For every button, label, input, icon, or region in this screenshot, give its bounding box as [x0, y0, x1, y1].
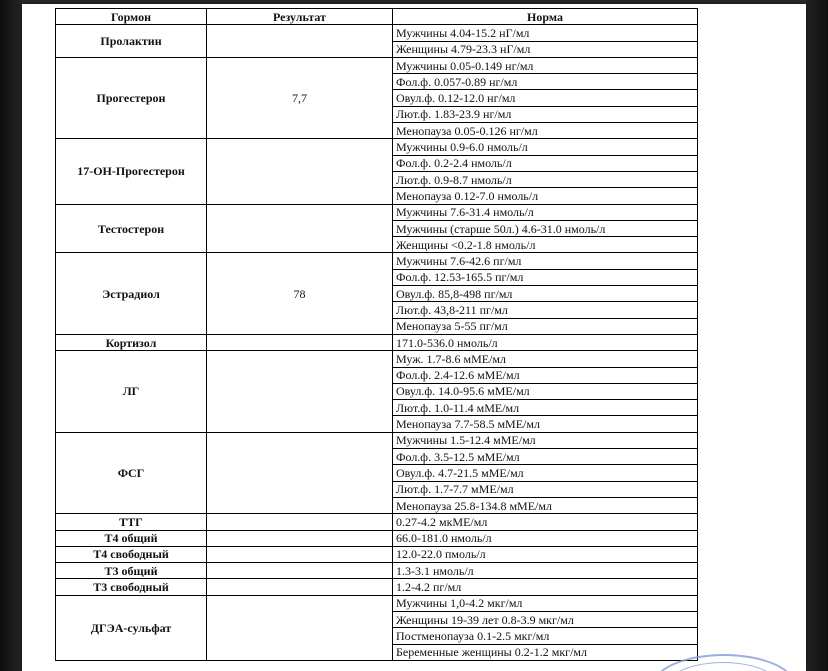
norm-value: Постменопауза 0.1-2.5 мкг/мл: [393, 628, 698, 644]
table-row: [56, 514, 698, 530]
table-body: [56, 25, 698, 661]
result-value: [207, 432, 393, 513]
norm-value: Менопауза 5-55 пг/мл: [393, 318, 698, 334]
hormone-name: Тестостерон: [56, 204, 207, 253]
norm-value: Лют.ф. 1.7-7.7 мМЕ/мл: [393, 481, 698, 497]
norm-value: Овул.ф. 85,8-498 пг/мл: [393, 286, 698, 302]
norm-value: Мужчины 7.6-31.4 нмоль/л: [393, 204, 698, 220]
norm-value: 1.2-4.2 пг/мл: [393, 579, 698, 595]
table-row: [56, 57, 698, 73]
norm-value: Мужчины 4.04-15.2 нГ/мл: [393, 25, 698, 41]
norm-value: Мужчины (старше 50л.) 4.6-31.0 нмоль/л: [393, 220, 698, 236]
header-norm: Норма: [393, 9, 698, 25]
norm-value: 171.0-536.0 нмоль/л: [393, 334, 698, 350]
norm-value: Женщины 4.79-23.3 нГ/мл: [393, 41, 698, 57]
header-row: [56, 9, 698, 25]
norm-value: 1.3-3.1 нмоль/л: [393, 563, 698, 579]
norm-value: Фол.ф. 0.057-0.89 нг/мл: [393, 74, 698, 90]
hormone-name: Т3 свободный: [56, 579, 207, 595]
norm-value: Лют.ф. 1.83-23.9 нг/мл: [393, 106, 698, 122]
hormone-table: [55, 8, 698, 661]
table-row: [56, 25, 698, 41]
table-row: [56, 351, 698, 367]
table-row: [56, 139, 698, 155]
hormone-name: ДГЭА-сульфат: [56, 595, 207, 660]
hormone-name: Прогестерон: [56, 57, 207, 138]
norm-value: Овул.ф. 4.7-21.5 мМЕ/мл: [393, 465, 698, 481]
norm-value: Овул.ф. 14.0-95.6 мМЕ/мл: [393, 383, 698, 399]
result-value: [207, 139, 393, 204]
norm-value: Женщины <0.2-1.8 нмоль/л: [393, 237, 698, 253]
table-row: [56, 595, 698, 611]
screen-edge-right: [806, 0, 828, 671]
table-row: [56, 546, 698, 562]
hormone-name: ЛГ: [56, 351, 207, 432]
norm-value: Менопауза 25.8-134.8 мМЕ/мл: [393, 497, 698, 513]
norm-value: Беременные женщины 0.2-1.2 мкг/мл: [393, 644, 698, 660]
result-value: [207, 579, 393, 595]
norm-value: Менопауза 7.7-58.5 мМЕ/мл: [393, 416, 698, 432]
norm-value: Мужчины 1,0-4.2 мкг/мл: [393, 595, 698, 611]
table-row: [56, 253, 698, 269]
norm-value: Мужчины 1.5-12.4 мМЕ/мл: [393, 432, 698, 448]
document-page: [22, 4, 806, 671]
norm-value: Менопауза 0.05-0.126 нг/мл: [393, 123, 698, 139]
table-row: [56, 432, 698, 448]
result-value: [207, 351, 393, 432]
screen-edge-left: [0, 0, 22, 671]
norm-value: 12.0-22.0 пмоль/л: [393, 546, 698, 562]
result-value: [207, 530, 393, 546]
norm-value: Муж. 1.7-8.6 мМЕ/мл: [393, 351, 698, 367]
norm-value: Лют.ф. 0.9-8.7 нмоль/л: [393, 171, 698, 187]
result-value: 78: [207, 253, 393, 334]
result-value: [207, 204, 393, 253]
result-value: [207, 334, 393, 350]
hormone-name: Т3 общий: [56, 563, 207, 579]
header-result: Результат: [207, 9, 393, 25]
hormone-name: Т4 общий: [56, 530, 207, 546]
hormone-name: 17-ОН-Прогестерон: [56, 139, 207, 204]
hormone-name: Кортизол: [56, 334, 207, 350]
hormone-name: Пролактин: [56, 25, 207, 58]
norm-value: Мужчины 0.05-0.149 нг/мл: [393, 57, 698, 73]
norm-value: Лют.ф. 43,8-211 пг/мл: [393, 302, 698, 318]
header-hormone: Гормон: [56, 9, 207, 25]
result-value: [207, 25, 393, 58]
result-value: 7,7: [207, 57, 393, 138]
norm-value: Женщины 19-39 лет 0.8-3.9 мкг/мл: [393, 611, 698, 627]
hormone-name: Т4 свободный: [56, 546, 207, 562]
norm-value: Фол.ф. 0.2-2.4 нмоль/л: [393, 155, 698, 171]
result-value: [207, 595, 393, 660]
table-row: [56, 530, 698, 546]
result-value: [207, 563, 393, 579]
hormone-name: ФСГ: [56, 432, 207, 513]
norm-value: Мужчины 7.6-42.6 пг/мл: [393, 253, 698, 269]
result-value: [207, 546, 393, 562]
table-row: [56, 563, 698, 579]
hormone-name: ТТГ: [56, 514, 207, 530]
hormone-name: Эстрадиол: [56, 253, 207, 334]
norm-value: 0.27-4.2 мкМЕ/мл: [393, 514, 698, 530]
norm-value: Фол.ф. 3.5-12.5 мМЕ/мл: [393, 449, 698, 465]
norm-value: Фол.ф. 12.53-165.5 пг/мл: [393, 269, 698, 285]
norm-value: Менопауза 0.12-7.0 нмоль/л: [393, 188, 698, 204]
norm-value: 66.0-181.0 нмоль/л: [393, 530, 698, 546]
result-value: [207, 514, 393, 530]
table-row: [56, 204, 698, 220]
norm-value: Мужчины 0.9-6.0 нмоль/л: [393, 139, 698, 155]
norm-value: Овул.ф. 0.12-12.0 нг/мл: [393, 90, 698, 106]
norm-value: Фол.ф. 2.4-12.6 мМЕ/мл: [393, 367, 698, 383]
table-row: [56, 579, 698, 595]
norm-value: Лют.ф. 1.0-11.4 мМЕ/мл: [393, 400, 698, 416]
table-row: [56, 334, 698, 350]
